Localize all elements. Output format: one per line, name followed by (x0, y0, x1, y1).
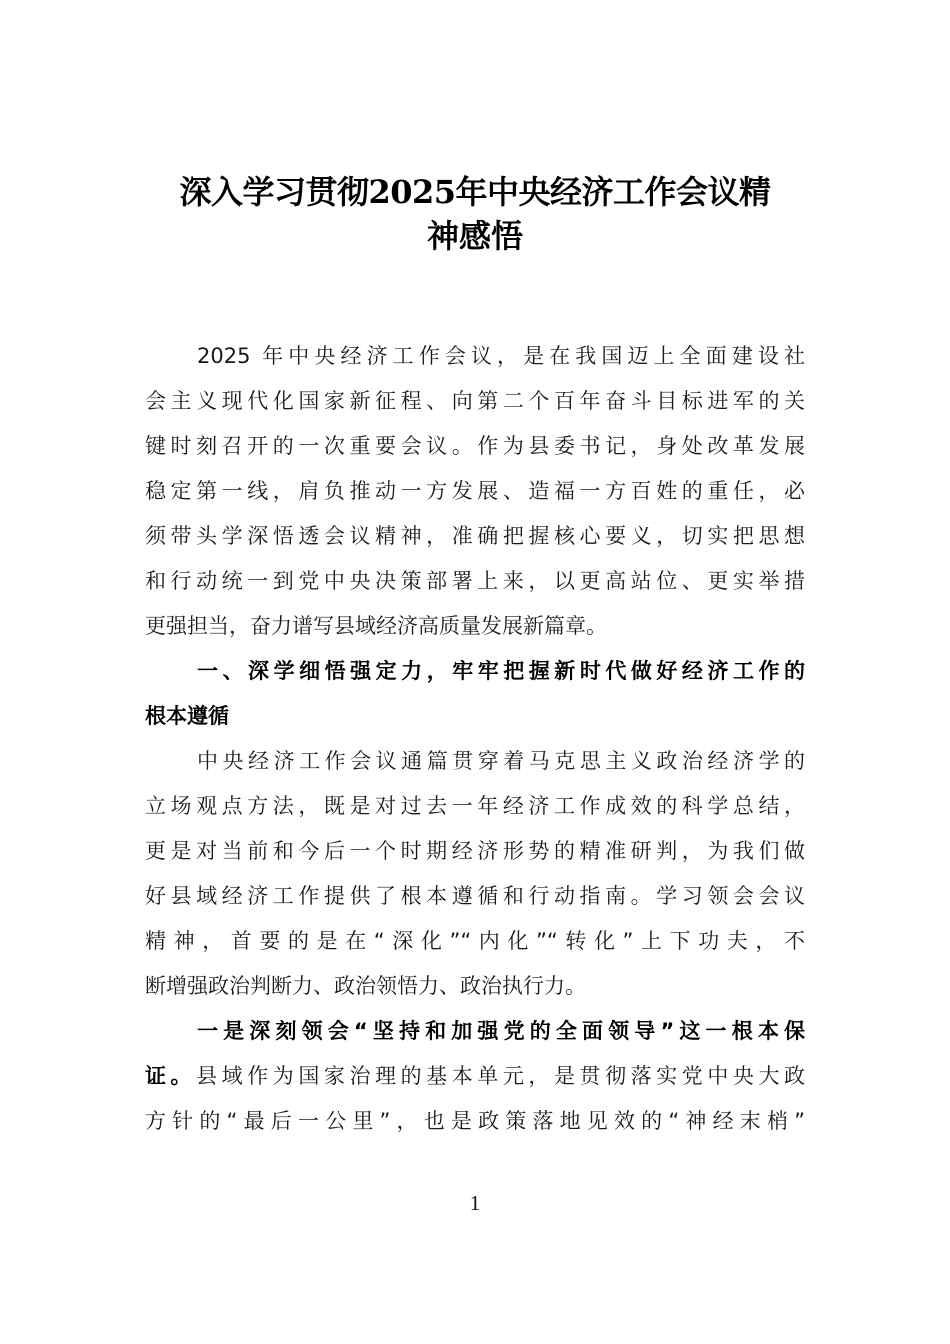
paragraph-line: 立场观点方法，既是对过去一年经济工作成效的科学总结， (145, 794, 805, 818)
paragraph-line: 断增强政治判断力、政治领悟力、政治执行力。 (145, 974, 586, 998)
paragraph-line: 须带头学深悟透会议精神，准确把握核心要义，切实把思想 (145, 524, 805, 548)
paragraph-line: 方针的“最后一公里”，也是政策落地见效的“神经末梢” (145, 1109, 805, 1133)
document-title-line2: 神感悟 (426, 217, 523, 255)
paragraph-line: 稳定第一线，肩负推动一方发展、造福一方百姓的重任，必 (145, 479, 805, 503)
paragraph-line: 更是对当前和今后一个时期经济形势的精准研判，为我们做 (145, 839, 805, 863)
paragraph-text: 县域作为国家治理的基本单元，是贯彻落实党中央大政 (196, 1064, 806, 1088)
paragraph-line: 好县域经济工作提供了根本遵循和行动指南。学习领会会议 (145, 884, 805, 908)
paragraph-line: 和行动统一到党中央决策部署上来，以更高站位、更实举措 (145, 569, 805, 593)
bold-lead-line: 一是深刻领会“坚持和加强党的全面领导”这一根本保 (197, 1019, 805, 1043)
document-title-line1: 深入学习贯彻2025年中央经济工作会议精 (179, 173, 771, 211)
heading-line: 根本遵循 (145, 704, 229, 728)
paragraph-line (145, 1054, 805, 1099)
paragraph-line: 更强担当，奋力谱写县域经济高质量发展新篇章。 (145, 614, 607, 638)
heading-line: 一、深学细悟强定力，牢牢把握新时代做好经济工作的 (197, 659, 805, 683)
paragraph-line: 键时刻召开的一次重要会议。作为县委书记，身处改革发展 (145, 434, 805, 458)
bold-lead-end: 证。 (145, 1064, 197, 1088)
paragraph-line: 精神，首要的是在“深化”“内化”“转化”上下功夫，不 (145, 929, 805, 953)
paragraph-line: 2025 年中央经济工作会议，是在我国迈上全面建设社 (197, 344, 805, 368)
paragraph-line: 会主义现代化国家新征程、向第二个百年奋斗目标进军的关 (145, 389, 805, 413)
paragraph-line: 中央经济工作会议通篇贯穿着马克思主义政治经济学的 (197, 749, 805, 773)
page-number: 1 (469, 1191, 481, 1215)
